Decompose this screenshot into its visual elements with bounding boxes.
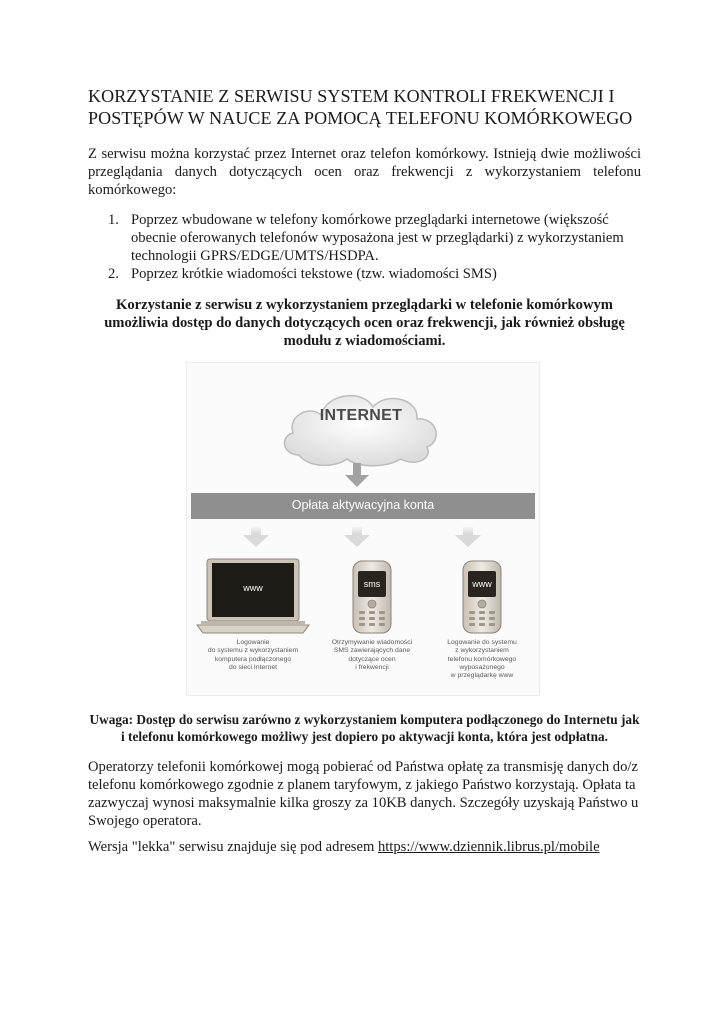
list-item-text: Poprzez wbudowane w telefony komórkowe przeglądarki internetowe (większość obecnie oferowanych telefonów wyposażona jest w przeglądarki) z wykorzystaniem technologii GPRS/EDGE/UMTS/HSDPA. <box>131 212 624 264</box>
phone-www-screen-label: www <box>472 579 492 589</box>
list-item <box>108 211 643 265</box>
lite-version-paragraph <box>88 838 641 856</box>
caption-sms: Otrzymywanie wiadomości SMS zawierających dane dotyczące ocen i frekwencji <box>331 639 413 671</box>
caption-laptop: Logowanie do systemu z wykorzystaniem komputera podłączonego do sieci Internet <box>207 639 299 671</box>
list-item-number: 1. <box>108 212 119 228</box>
browser-note: Korzystanie z serwisu z wykorzystaniem przeglądarki w telefonie komórkowym umożliwia dostęp do danych dotyczących ocen oraz frekwencji, jak również obsługę modułu z wiadomościami. <box>104 297 625 349</box>
list-item-number: 2. <box>108 266 119 282</box>
intro-paragraph: Z serwisu można korzystać przez Internet oraz telefon komórkowy. Istnieją dwie możliwości przeglądania danych dotyczących ocen oraz frekwencji z wykorzystaniem telefonu komórkowego: <box>88 146 641 198</box>
caption-phone: Logowanie do systemu z wykorzystaniem telefonu komórkowego wyposażonego w przeglądarkę www <box>447 639 517 680</box>
arrow-down-icon <box>344 527 370 547</box>
arrow-down-icon <box>455 527 481 547</box>
phone-sms-screen-label: sms <box>363 579 381 589</box>
phone-icon <box>353 561 391 633</box>
methods-list <box>108 211 643 283</box>
laptop-screen-label: www <box>243 583 263 593</box>
activation-fee-label: Opłata aktywacyjna konta <box>291 498 435 512</box>
list-item-text: Poprzez krótkie wiadomości tekstowe (tzw. wiadomości SMS) <box>131 266 497 282</box>
activation-fee-bar <box>191 493 535 519</box>
mobile-site-link[interactable]: https://www.dziennik.librus.pl/mobile <box>377 839 600 855</box>
document-title: KORZYSTANIE Z SERWISU SYSTEM KONTROLI FREKWENCJI I POSTĘPÓW W NAUCE ZA POMOCĄ TELEFONU KOMÓRKOWEGO <box>88 86 633 128</box>
phone-icon <box>463 561 501 633</box>
list-item <box>108 265 643 283</box>
arrow-down-icon <box>345 463 369 487</box>
activation-warning: Uwaga: Dostęp do serwisu zarówno z wykorzystaniem komputera podłączonego do Internetu jak i telefonu komórkowego możliwy jest dopiero po aktywacji konta, która jest odpłatna. <box>89 712 640 744</box>
operators-paragraph: Operatorzy telefonii komórkowej mogą pobierać od Państwa opłatę za transmisję danych do/z telefonu komórkowego zgodnie z planem taryfowym, z jakiego Państwo korzystają. Opłata ta zazwyczaj wynosi maksymalnie kilka groszy za 10KB danych. Szczegóły uzyskają Państwo u Swojego operatora. <box>88 759 639 829</box>
arrow-down-icon <box>243 527 269 547</box>
cloud-label: INTERNET <box>319 407 403 424</box>
access-diagram <box>186 362 540 696</box>
laptop-icon <box>197 559 309 633</box>
lite-version-text: Wersja "lekka" serwisu znajduje się pod adresem <box>88 839 378 855</box>
